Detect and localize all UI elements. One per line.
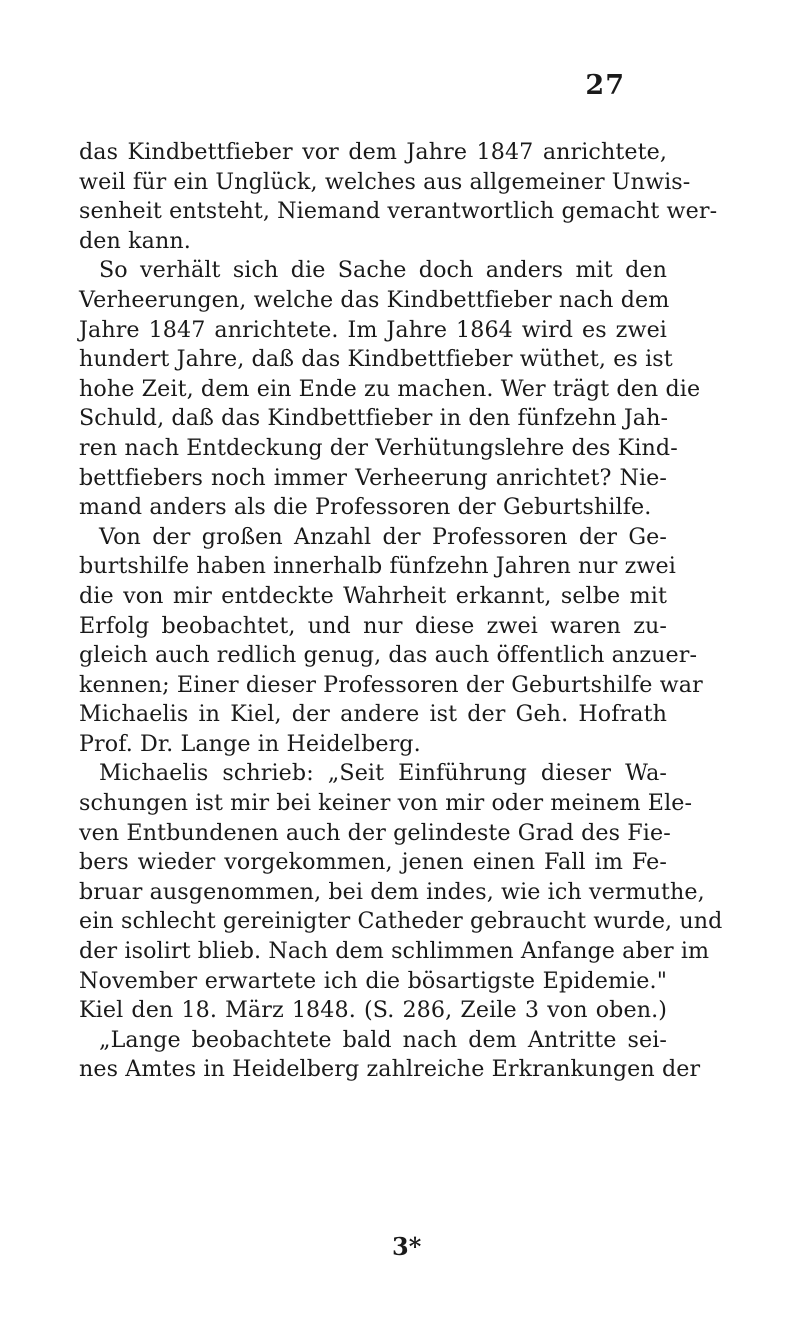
text-line: bettfiebers noch immer Verheerung anrichtet? Nie- [79, 464, 667, 491]
text-line: Michaelis schrieb: „Seit Einführung dieser Wa- [99, 760, 667, 787]
text-line: der isolirt blieb. Nach dem schlimmen Anfange aber im [79, 938, 710, 965]
text-line: Erfolg beobachtet, und nur diese zwei waren zu- [79, 612, 667, 639]
text-line: die von mir entdeckte Wahrheit erkannt, selbe mit [79, 582, 667, 609]
text-line: gleich auch redlich genug, das auch öffentlich anzuer- [79, 642, 698, 669]
text-line: kennen; Einer dieser Professoren der Geburtshilfe war [79, 671, 703, 698]
text-line: das Kindbettfieber vor dem Jahre 1847 anrichtete, [79, 139, 667, 165]
text-line: Von der großen Anzahl der Professoren der Ge- [99, 523, 667, 550]
text-line: „Lange beobachtete bald nach dem Antritte sei- [99, 1026, 667, 1053]
text-line: So verhält sich die Sache doch anders mit den [99, 257, 667, 284]
text-line: ein schlecht gereinigter Catheder gebraucht wurde, und [79, 908, 723, 935]
text-line: den kann. [79, 227, 191, 254]
text-line: hohe Zeit, dem ein Ende zu machen. Wer trägt den die [79, 375, 701, 402]
text-line: burtshilfe haben innerhalb fünfzehn Jahren nur zwei [79, 553, 676, 580]
text-line: Prof. Dr. Lange in Heidelberg. [79, 730, 421, 757]
page-number: 27 [585, 70, 625, 101]
text-line: hundert Jahre, daß das Kindbettfieber wüthet, es ist [79, 346, 673, 373]
text-line: schungen ist mir bei keiner von mir oder meinem Ele- [79, 790, 693, 817]
text-line: Michaelis in Kiel, der andere ist der Geh. Hofrath [79, 701, 667, 728]
text-line: Schuld, daß das Kindbettfieber in den fünfzehn Jah- [79, 405, 669, 432]
text-line: ven Entbundenen auch der gelindeste Grad des Fie- [79, 819, 671, 846]
text-line: ren nach Entdeckung der Verhütungslehre des Kind- [79, 434, 678, 461]
text-line: nes Amtes in Heidelberg zahlreiche Erkrankungen der [79, 1056, 701, 1083]
text-line: senheit entsteht, Niemand verantwortlich gemacht wer- [79, 198, 718, 225]
text-line: Jahre 1847 anrichtete. Im Jahre 1864 wird es zwei [79, 316, 667, 343]
text-line: Verheerungen, welche das Kindbettfieber nach dem [79, 286, 670, 313]
text-line: Kiel den 18. März 1848. (S. 286, Zeile 3 von oben.) [79, 997, 667, 1024]
body-text [79, 138, 723, 1085]
text-line: November erwartete ich die bösartigste Epidemie." [79, 967, 667, 994]
signature-mark: 3* [392, 1232, 422, 1261]
text-line: bers wieder vorgekommen, jenen einen Fall im Fe- [79, 849, 667, 876]
text-line: bruar ausgenommen, bei dem indes, wie ich vermuthe, [79, 878, 705, 905]
text-line: mand anders als die Professoren der Geburtshilfe. [79, 494, 652, 521]
text-line: weil für ein Unglück, welches aus allgemeiner Unwis- [79, 168, 691, 195]
